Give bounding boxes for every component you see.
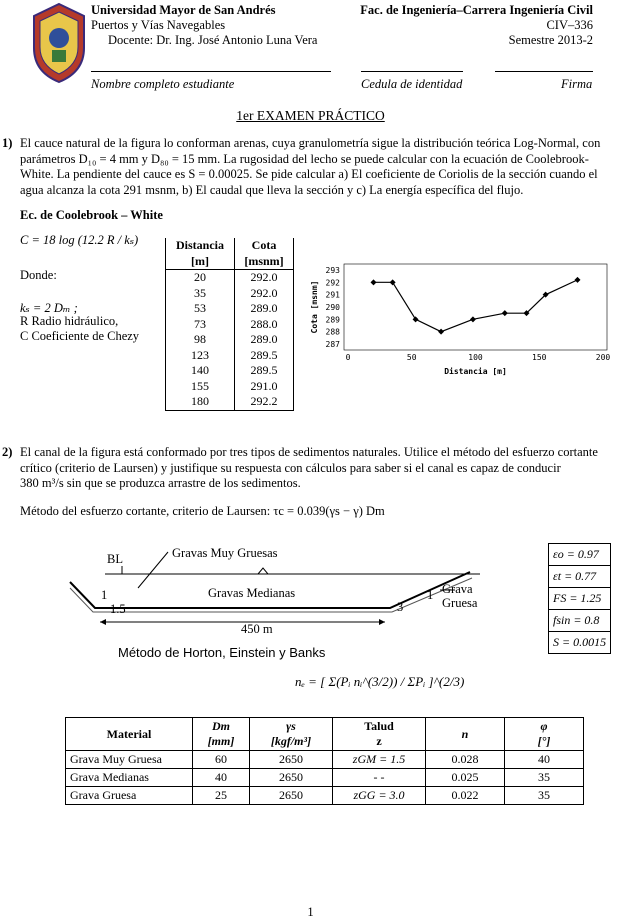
cota-cell-elevation: 292.0: [235, 270, 294, 286]
material-cell: 25: [193, 787, 250, 805]
params-table: [548, 543, 611, 654]
cota-chart: [308, 258, 616, 376]
material-cell: Grava Muy Gruesa: [66, 751, 193, 769]
param-fs: FS = 1.25: [549, 588, 611, 610]
problem2-number: 2): [2, 445, 13, 459]
chart-point: [371, 279, 377, 285]
chart-y-axis-label: Cota [msnm]: [310, 280, 319, 334]
chart-y-tick-label: 291: [325, 290, 340, 300]
chart-x-tick-label: 150: [532, 353, 547, 362]
cota-cell-distance: 180: [166, 394, 235, 410]
ks-def: kₛ = 2 Dₘ ;: [20, 301, 78, 315]
param-fsin: fsin = 0.8: [549, 610, 611, 632]
chart-x-tick-label: 200: [595, 353, 611, 362]
name-line: [91, 71, 331, 72]
c-def: C Coeficiente de Chezy: [20, 329, 140, 343]
cota-cell-elevation: 291.0: [235, 379, 294, 395]
chart-y-tick-label: 292: [325, 278, 340, 288]
cota-table-row: [166, 286, 294, 302]
chart-y-tick-label: 288: [325, 327, 340, 337]
cota-table-row: [166, 363, 294, 379]
problem1-line2: parámetros D₁₀ = 4 mm y D₈₀ = 15 mm. La rugosidad del lecho se puede calcular con la ecuación de Coolebrook-: [20, 151, 589, 166]
material-table-wrapper: [65, 717, 584, 805]
header-faculty: Fac. de Ingeniería–Carrera Ingeniería Civil: [360, 3, 593, 17]
header-code: CIV–336: [546, 18, 593, 32]
material-cell: zGM = 1.5: [333, 751, 426, 769]
eq-title: Ec. de Coolebrook – White: [20, 208, 163, 222]
cota-cell-elevation: 292.0: [235, 286, 294, 302]
cota-cell-elevation: 292.2: [235, 394, 294, 410]
diagram-left-slope-v: 1: [101, 588, 108, 602]
chart-point: [470, 316, 476, 322]
cota-table-row: [166, 379, 294, 395]
problem1-text: [20, 136, 616, 198]
material-cell: 2650: [250, 787, 333, 805]
field-id-label: Cedula de identidad: [361, 77, 463, 91]
chart-point: [502, 310, 508, 316]
field-sign-label: Firma: [561, 77, 593, 91]
chart-y-tick-label: 290: [325, 303, 340, 312]
material-cell: zGG = 3.0: [333, 787, 426, 805]
material-table-row: [66, 769, 584, 787]
material-cell: 0.022: [426, 787, 505, 805]
problem2-line2: crítico (criterio de Laursen) y justifique su respuesta con cálculos para saber si el canal es capaz de conducir: [20, 460, 561, 475]
chart-series-line: [374, 280, 578, 332]
exam-title: 1er EXAMEN PRÁCTICO: [236, 108, 385, 123]
header-teacher: Docente: Dr. Ing. José Antonio Luna Vera: [108, 33, 318, 47]
chart-point: [390, 279, 396, 285]
university-seal-logo: [30, 2, 88, 84]
cota-header-cota: Cota: [235, 238, 294, 254]
chart-y-tick-label: 293: [325, 266, 340, 275]
donde-label: Donde:: [20, 268, 57, 282]
cota-cell-elevation: 288.0: [235, 317, 294, 333]
chart-x-axis-label: Distancia [m]: [444, 367, 507, 376]
cota-table-row: [166, 394, 294, 410]
material-cell: - -: [333, 769, 426, 787]
mat-header-dm: Dm [mm]: [193, 718, 250, 751]
header-semester: Semestre 2013-2: [508, 33, 593, 47]
cota-cell-distance: 20: [166, 270, 235, 286]
ne-formula: nₑ = [ Σ(Pᵢ nᵢ^(3/2)) / ΣPᵢ ]^(2/3): [295, 674, 465, 689]
eq-main: C = 18 log (12.2 R / kₛ): [20, 233, 139, 247]
diagram-right-slope-h: 3: [397, 600, 404, 614]
cota-chart-svg: [308, 258, 616, 376]
params-box: [548, 543, 611, 654]
material-table-row: [66, 787, 584, 805]
problem1-line3: White. La pendiente del cauce es S = 0.00025. Se pide calcular a) El coeficiente de Coriolis de la sección cuando el: [20, 167, 598, 181]
diagram-right-gravel-label-1: Grava: [442, 582, 473, 596]
field-name-label: Nombre completo estudiante: [91, 77, 235, 91]
problem1-number: 1): [2, 136, 13, 150]
sign-line: [495, 71, 593, 72]
chart-plot-frame: [344, 264, 607, 350]
material-table-row: [66, 751, 584, 769]
cota-unit-cota: [msnm]: [235, 254, 294, 270]
r-def: R Radio hidráulico,: [20, 314, 119, 328]
cota-table-row: [166, 317, 294, 333]
diagram-right-gravel-label-2: Gruesa: [442, 596, 478, 610]
problem1-line4: agua alcanza la cota 291 msnm, b) El caudal que lleva la sección y c) La energía específica del flujo.: [20, 182, 524, 197]
diagram-right-slope-v: 1: [427, 588, 434, 602]
diagram-left-slope-h: 1.5: [110, 602, 126, 616]
header-university: Universidad Mayor de San Andrés: [91, 3, 276, 17]
param-eps-t: εt = 0.77: [549, 566, 611, 588]
chart-x-tick-label: 100: [468, 353, 483, 362]
channel-diagram: [60, 540, 530, 640]
cota-cell-distance: 73: [166, 317, 235, 333]
param-eps-o: εo = 0.97: [549, 544, 611, 566]
material-cell: 35: [505, 769, 584, 787]
chart-point: [438, 329, 444, 335]
cota-cell-distance: 53: [166, 301, 235, 317]
cota-cell-distance: 98: [166, 332, 235, 348]
mat-header-phi: φ [°]: [505, 718, 584, 751]
horton-title: Método de Horton, Einstein y Banks: [118, 645, 326, 660]
cota-cell-elevation: 289.5: [235, 348, 294, 364]
cota-table-row: [166, 301, 294, 317]
cota-table: [165, 238, 294, 411]
problem1-line1: El cauce natural de la figura lo conforman arenas, cuya granulometría sigue la distribución teórica Log-Normal, con: [20, 136, 601, 150]
mat-header-material: Material: [66, 718, 193, 751]
cota-cell-distance: 123: [166, 348, 235, 364]
problem2-line3: 380 m³/s sin que se produzca arrastre de los sedimentos.: [20, 476, 301, 490]
material-cell: 60: [193, 751, 250, 769]
chart-point: [575, 277, 581, 283]
diagram-width-label: 450 m: [241, 622, 273, 636]
chart-point: [413, 316, 419, 322]
chart-x-tick-label: 0: [345, 353, 351, 362]
chart-x-tick-label: 50: [406, 353, 417, 362]
cota-cell-elevation: 289.0: [235, 301, 294, 317]
diagram-mid-gravel-label: Gravas Medianas: [208, 586, 296, 600]
mat-header-n: n: [426, 718, 505, 751]
cota-unit-distance: [m]: [166, 254, 235, 270]
problem2-line1: El canal de la figura está conformado por tres tipos de sedimentos naturales. Utilice el método del esfuerzo cortante: [20, 445, 598, 459]
material-cell: 2650: [250, 751, 333, 769]
cota-header-distance: Distancia: [166, 238, 235, 254]
material-cell: 0.028: [426, 751, 505, 769]
id-line: [361, 71, 463, 72]
cota-table-row: [166, 348, 294, 364]
page-number: 1: [307, 905, 314, 919]
cota-table-row: [166, 332, 294, 348]
cota-cell-elevation: 289.0: [235, 332, 294, 348]
mat-header-talud: Talud z: [333, 718, 426, 751]
material-cell: 0.025: [426, 769, 505, 787]
problem2-text: [20, 445, 616, 492]
material-cell: Grava Gruesa: [66, 787, 193, 805]
cota-cell-distance: 140: [166, 363, 235, 379]
material-cell: 40: [193, 769, 250, 787]
material-cell: 40: [505, 751, 584, 769]
laursen-method: Método del esfuerzo cortante, criterio de Laursen: τc = 0.039(γs − γ) Dm: [20, 504, 385, 518]
diagram-bl-label: BL: [107, 552, 123, 566]
material-cell: Grava Medianas: [66, 769, 193, 787]
diagram-left-gravel-label: Gravas Muy Gruesas: [172, 546, 278, 560]
chart-y-tick-label: 289: [325, 315, 340, 325]
cota-table-wrapper: [165, 238, 294, 411]
cota-cell-distance: 35: [166, 286, 235, 302]
header-course: Puertos y Vías Navegables: [91, 18, 226, 32]
cota-cell-distance: 155: [166, 379, 235, 395]
cota-table-row: [166, 270, 294, 286]
param-s: S = 0.0015: [549, 632, 611, 654]
chart-y-tick-label: 287: [325, 340, 340, 349]
material-cell: 35: [505, 787, 584, 805]
cota-cell-elevation: 289.5: [235, 363, 294, 379]
material-table: [65, 717, 584, 805]
mat-header-gamma: γs [kgf/m³]: [250, 718, 333, 751]
material-cell: 2650: [250, 769, 333, 787]
